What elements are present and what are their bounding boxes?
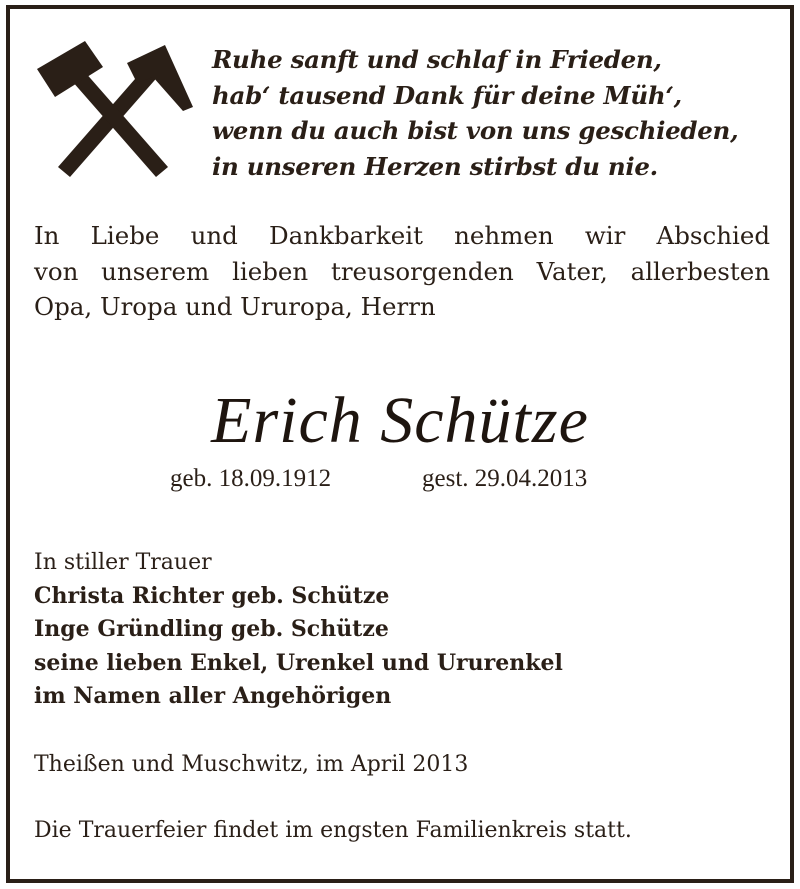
place-and-date: Theißen und Muschwitz, im April 2013: [34, 752, 469, 777]
verse-line: wenn du auch bist von uns geschieden,: [212, 116, 739, 145]
mourners-block: [34, 546, 770, 714]
verse-line: Ruhe sanft und schlaf in Frieden,: [212, 45, 662, 74]
funeral-note: Die Trauerfeier findet im engsten Familienkreis statt.: [34, 818, 632, 843]
verse-line: in unseren Herzen stirbst du nie.: [212, 151, 658, 181]
memorial-verse: [212, 42, 782, 184]
intro-line: In Liebe und Dankbarkeit nehmen wir Abschied: [34, 221, 770, 250]
intro-line: Opa, Uropa und Ururopa, Herrn: [34, 292, 436, 321]
verse-line: hab‘ tausend Dank für deine Müh‘,: [212, 80, 682, 110]
intro-line: von unserem lieben treusorgenden Vater, allerbesten: [34, 256, 770, 286]
deceased-name: Erich Schütze: [211, 384, 589, 457]
mourner-name: im Namen aller Angehörigen: [34, 683, 392, 709]
mourner-name: Christa Richter geb. Schütze: [34, 582, 390, 609]
farewell-text: [34, 218, 770, 325]
mourners-heading: In stiller Trauer: [34, 550, 212, 575]
hammer-and-pick-icon: [33, 37, 193, 182]
mourner-name: Inge Gründling geb. Schütze: [34, 616, 389, 642]
mourner-name: seine lieben Enkel, Urenkel und Ururenkel: [34, 649, 563, 676]
death-date: gest. 29.04.2013: [422, 465, 588, 492]
birth-date: geb. 18.09.1912: [170, 465, 332, 492]
